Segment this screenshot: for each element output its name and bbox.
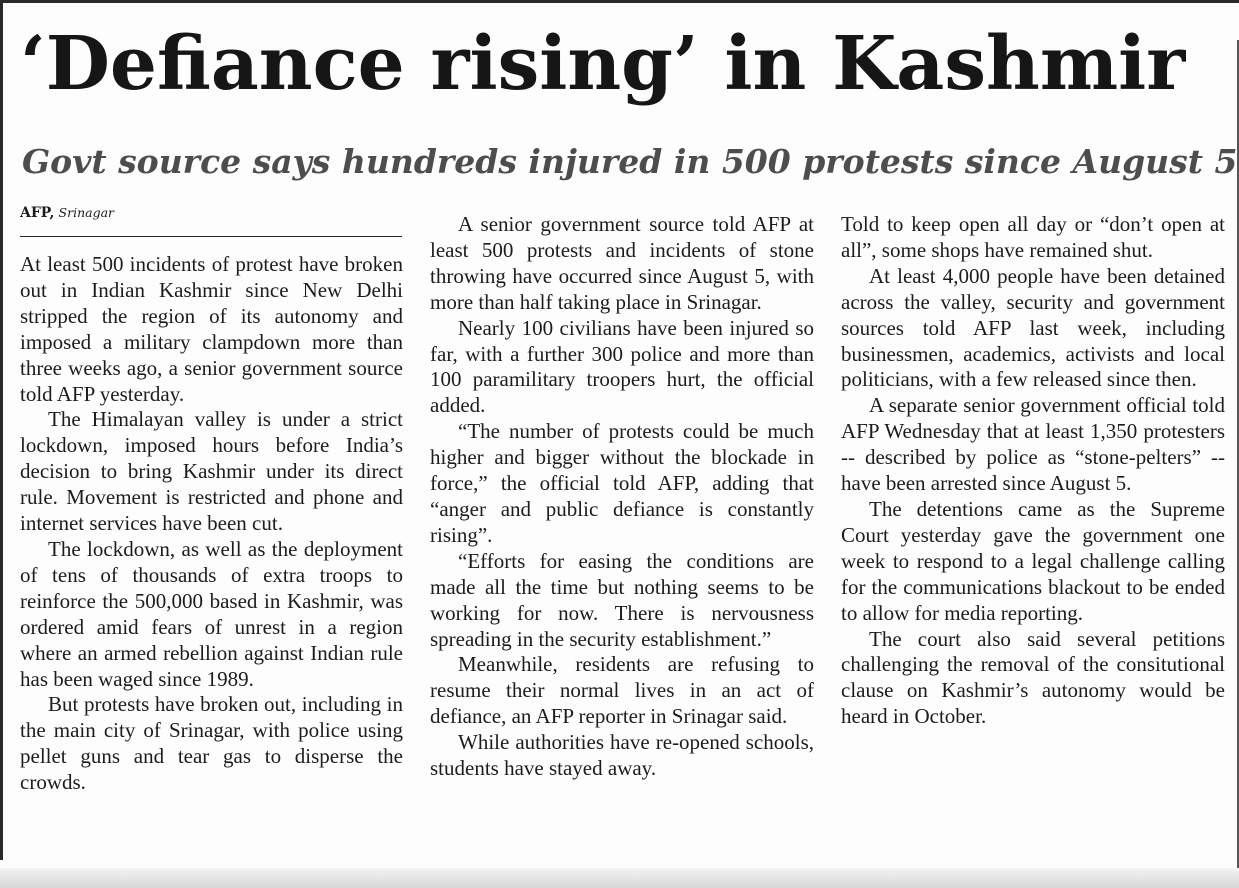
paragraph: The court also said several petitions challenging the removal of the consitutional clause on Kashmir’s autonomy would be heard in October.	[841, 626, 1225, 729]
subheadline: Govt source says hundreds injured in 500 protests since August 5	[22, 142, 1238, 181]
scan-edge-shadow	[0, 868, 1239, 888]
article-column-2	[430, 212, 814, 782]
paragraph: At least 4,000 people have been detained across the valley, security and government sources told AFP last week, including businessmen, academics, activists and local politicians, with a few released since then.	[841, 263, 1225, 392]
byline-place: Srinagar	[58, 205, 115, 220]
article-column-3	[841, 212, 1225, 730]
paragraph: The lockdown, as well as the deployment of tens of thousands of extra troops to reinforce the 500,000 based in Kashmir, was ordered amid fears of unrest in a region where an armed rebellion against Indian rule has been waged since 1989.	[20, 536, 403, 691]
paragraph: But protests have broken out, including in the main city of Srinagar, with police using pellet guns and tear gas to disperse the crowds.	[20, 692, 403, 795]
paragraph: “Efforts for easing the conditions are made all the time but nothing seems to be working for now. There is nervousness spreading in the security establishment.”	[430, 548, 814, 651]
paragraph: Meanwhile, residents are refusing to resume their normal lives in an act of defiance, an AFP reporter in Srinagar said.	[430, 652, 814, 729]
paragraph: A senior government source told AFP at least 500 protests and incidents of stone throwing have occurred since August 5, with more than half taking place in Srinagar.	[430, 212, 814, 314]
paragraph: A separate senior government official told AFP Wednesday that at least 1,350 protesters -- described by police as “stone-pelters” -- have been arrested since August 5.	[841, 393, 1225, 496]
paragraph: Nearly 100 civilians have been injured so far, with a further 300 police and more than 100 paramilitary troopers hurt, the official added.	[430, 315, 814, 418]
byline-agency: AFP,	[20, 205, 55, 221]
paragraph: The Himalayan valley is under a strict lockdown, imposed hours before India’s decision to bring Kashmir under its direct rule. Movement is restricted and phone and internet services have been cut.	[20, 407, 403, 536]
headline: ‘Defiance rising’ in Kashmir	[20, 21, 1186, 107]
paragraph: At least 500 incidents of protest have broken out in Indian Kashmir since New Delhi stripped the region of its autonomy and imposed a military clampdown more than three weeks ago, a senior government source told AFP yesterday.	[20, 252, 403, 406]
paragraph: “The number of protests could be much higher and bigger without the blockade in force,” the official told AFP, adding that “anger and public defiance is constantly rising”.	[430, 419, 814, 547]
left-border-rule	[0, 0, 3, 860]
paragraph: The detentions came as the Supreme Court yesterday gave the government one week to respond to a legal challenge calling for the communications blackout to be ended to allow for media reporting.	[841, 496, 1225, 625]
top-border-rule	[0, 0, 1239, 3]
byline-divider	[20, 236, 402, 237]
article-column-1	[20, 252, 403, 796]
paragraph: Told to keep open all day or “don’t open at all”, some shops have remained shut.	[841, 212, 1225, 262]
paragraph: While authorities have re-opened schools, students have stayed away.	[430, 730, 814, 781]
byline	[20, 205, 114, 222]
